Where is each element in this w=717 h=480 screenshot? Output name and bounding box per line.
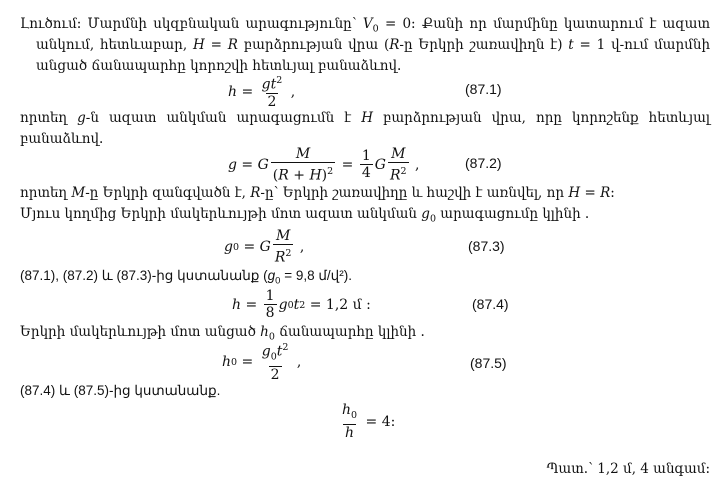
answer-line: Պատ.՝ 1,2 մ, 4 անգամ:: [546, 461, 710, 477]
equation-87-5: h 0 = $\frac{g_0t^2}{2}$ ,: [222, 342, 302, 383]
equation-87-1: h = $\frac{gt^2}{2}$ ,: [228, 75, 296, 110]
equation-number-87-2: (87.2): [465, 155, 502, 171]
equation-number-87-5: (87.5): [470, 355, 507, 371]
equation-87-4: h = $\frac{1}{8}$ g 0 t 2 = 1,2 մ :: [232, 288, 371, 321]
equation-ratio: $\frac{h_0}{h}$ = 4:: [342, 402, 396, 441]
text-line-1: Լուծում: Մարմնի սկզբնական արագությունը՝ $V_0 = 0$: Քանի որ մարմինը կատարում է ազատ: [20, 16, 710, 35]
equation-number-87-1: (87.1): [465, 81, 502, 97]
text-line-3: անցած ճանապարհը կորոշվի հետևյալ բանաձևով.: [36, 58, 402, 74]
equation-87-2: g = G $\frac{M}{(R + H)^2}$ = $\frac{1}{4}$ G $\frac{M}{R^2}$ ,: [228, 145, 420, 184]
text-line-9: Երկրի մակերևույթի մոտ անցած $h_0$ ճանապարհը կլինի .: [20, 324, 425, 343]
equation-number-87-4: (87.4): [472, 296, 509, 312]
text-line-6: որտեղ M-ը Երկրի զանգվածն է, R-ը՝ Երկրի շառավիղը և հաշվի է առնվել, որ H = R:: [20, 185, 615, 201]
text-line-4: որտեղ g-ն ազատ անկման արագացումն է H բարձրության վրա, որը կորոշենք հետևյալ: [20, 110, 711, 126]
text-line-7: Մյուս կողմից Երկրի մակերևույթի մոտ ազատ անկման $g_0$ արագացումը կլինի .: [20, 206, 590, 225]
text-line-5: բանաձևով.: [20, 131, 104, 147]
equation-number-87-3: (87.3): [468, 238, 505, 254]
text-line-8: (87.1), (87.2) և (87.3)-ից կստանանք ($g_0 = 9,8$ մ/վ²).: [20, 268, 352, 287]
text-line-2: անկում, հետևաբար, H = R բարձրության վրա (R-ը Երկրի շառավիղն է) t = 1 վ-ում մարմնի: [36, 37, 711, 53]
equation-87-3: g 0 = G $\frac{M}{R^2}$ ,: [224, 227, 305, 266]
text-line-10: (87.4) և (87.5)-ից կստանանք.: [20, 383, 221, 398]
